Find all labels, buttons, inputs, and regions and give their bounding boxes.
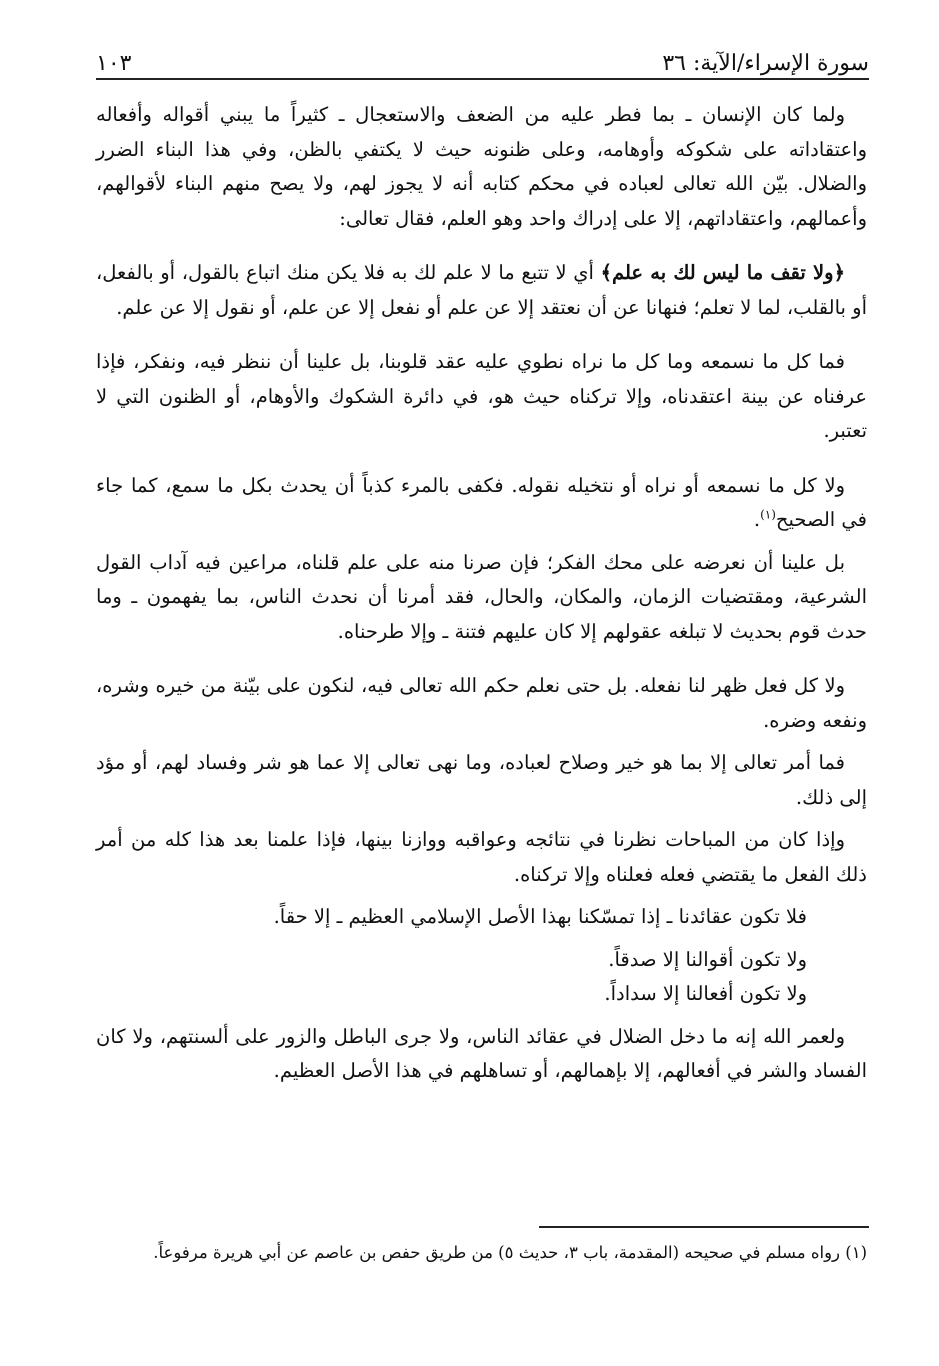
paragraph-6: ولا كل فعل ظهر لنا نفعله. بل حتى نعلم حكم الله تعالى فيه، لنكون على بيّنة من خيره وشره، ونفعه وضره. bbox=[96, 674, 867, 732]
paragraph-12: ولعمر الله إنه ما دخل الضلال في عقائد الناس، ولا جرى الباطل والزور على ألسنتهم، ولا كان الفساد والشر في أفعالهم، إلا بإهمالهم، أو تساهلهم في هذا الأصل العظيم. bbox=[96, 1024, 867, 1082]
paragraph-11: ولا تكون أفعالنا إلا سداداً. bbox=[604, 982, 807, 1005]
footnote-reference: (١) bbox=[760, 507, 776, 522]
footnote-divider bbox=[539, 1226, 869, 1228]
paragraph-5: بل علينا أن نعرضه على محك الفكر؛ فإن صرنا منه على علم قلناه، مراعين فيه آداب القول الشرعية، ومقتضيات الزمان، والمكان، والحال، فقد أمرنا أن نحدث الناس، بما يفهمون ـ وما حدث قوم بحديث لا تبلغه عقولهم إلا كان عليهم فتنة ـ وإلا طرحناه. bbox=[96, 550, 867, 643]
paragraph-3: فما كل ما نسمعه وما كل ما نراه نطوي عليه عقد قلوبنا، بل علينا أن ننظر فيه، ونفكر، فإذا عرفناه عن بينة اعتقدناه، وإلا تركناه حيث هو، في دائرة الشكوك والأوهام، أو الظنون التي لا تعتبر. bbox=[96, 350, 867, 442]
paragraph-9: فلا تكون عقائدنا ـ إذا تمسّكنا بهذا الأصل الإسلامي العظيم ـ إلا حقاً. bbox=[273, 905, 807, 928]
running-title: سورة الإسراء/الآية: ٣٦ bbox=[662, 51, 869, 76]
paragraph-8: وإذا كان من المباحات نظرنا في نتائجه وعواقبه ووازنا بينها، فإذا علمنا بعد هذا كله من أمر ذلك الفعل ما يقتضي فعله فعلناه وإلا تركناه. bbox=[96, 828, 867, 886]
header-divider bbox=[96, 78, 869, 80]
quran-verse: ﴿ولا تقف ما ليس لك به علم﴾ bbox=[600, 261, 846, 284]
footnote: (١) رواه مسلم في صحيحه (المقدمة، باب ٣، حديث ٥) من طريق حفص بن عاصم عن أبي هريرة مرفوعاً. bbox=[153, 1243, 867, 1262]
paragraph-7: فما أمر تعالى إلا بما هو خير وصلاح لعباده، وما نهى تعالى إلا عما هو شر وفساد لهم، أو مؤد إلى ذلك. bbox=[96, 751, 867, 809]
paragraph-1: ولما كان الإنسان ـ بما فطر عليه من الضعف والاستعجال ـ كثيراً ما يبني أقواله وأفعاله واعتقاداته على شكوكه وأوهامه، وعلى ظنونه حيث لا يكتفي بالظن، وفي هذا البناء الضرر والضلال. بيّن الله تعالى لعباده في محكم كتابه أنه لا يجوز لهم، ولا يصح منهم البناء لأقوالهم، وأعمالهم، واعتقاداتهم، إلا على إدراك واحد وهو العلم، فقال تعالى: bbox=[96, 103, 867, 230]
page-number: ١٠٣ bbox=[96, 51, 132, 76]
main-text bbox=[96, 98, 867, 1089]
paragraph-10: ولا تكون أقوالنا إلا صدقاً. bbox=[608, 947, 807, 971]
paragraph-2: ﴿ولا تقف ما ليس لك به علم﴾ أي لا تتبع ما لا علم لك به فلا يكن منك اتباع بالقول، أو بالفعل، أو بالقلب، لما لا تعلم؛ فنهانا عن أن نعتقد إلا عن علم أو نفعل إلا عن علم، أو نقول إلا عن علم. bbox=[96, 261, 867, 319]
page-header bbox=[96, 36, 869, 76]
paragraph-4: ولا كل ما نسمعه أو نراه أو نتخيله نقوله. فكفى بالمرء كذباً أن يحدث بكل ما سمع، كما جاء في الصحيح$^{(١)}$. bbox=[96, 473, 867, 531]
